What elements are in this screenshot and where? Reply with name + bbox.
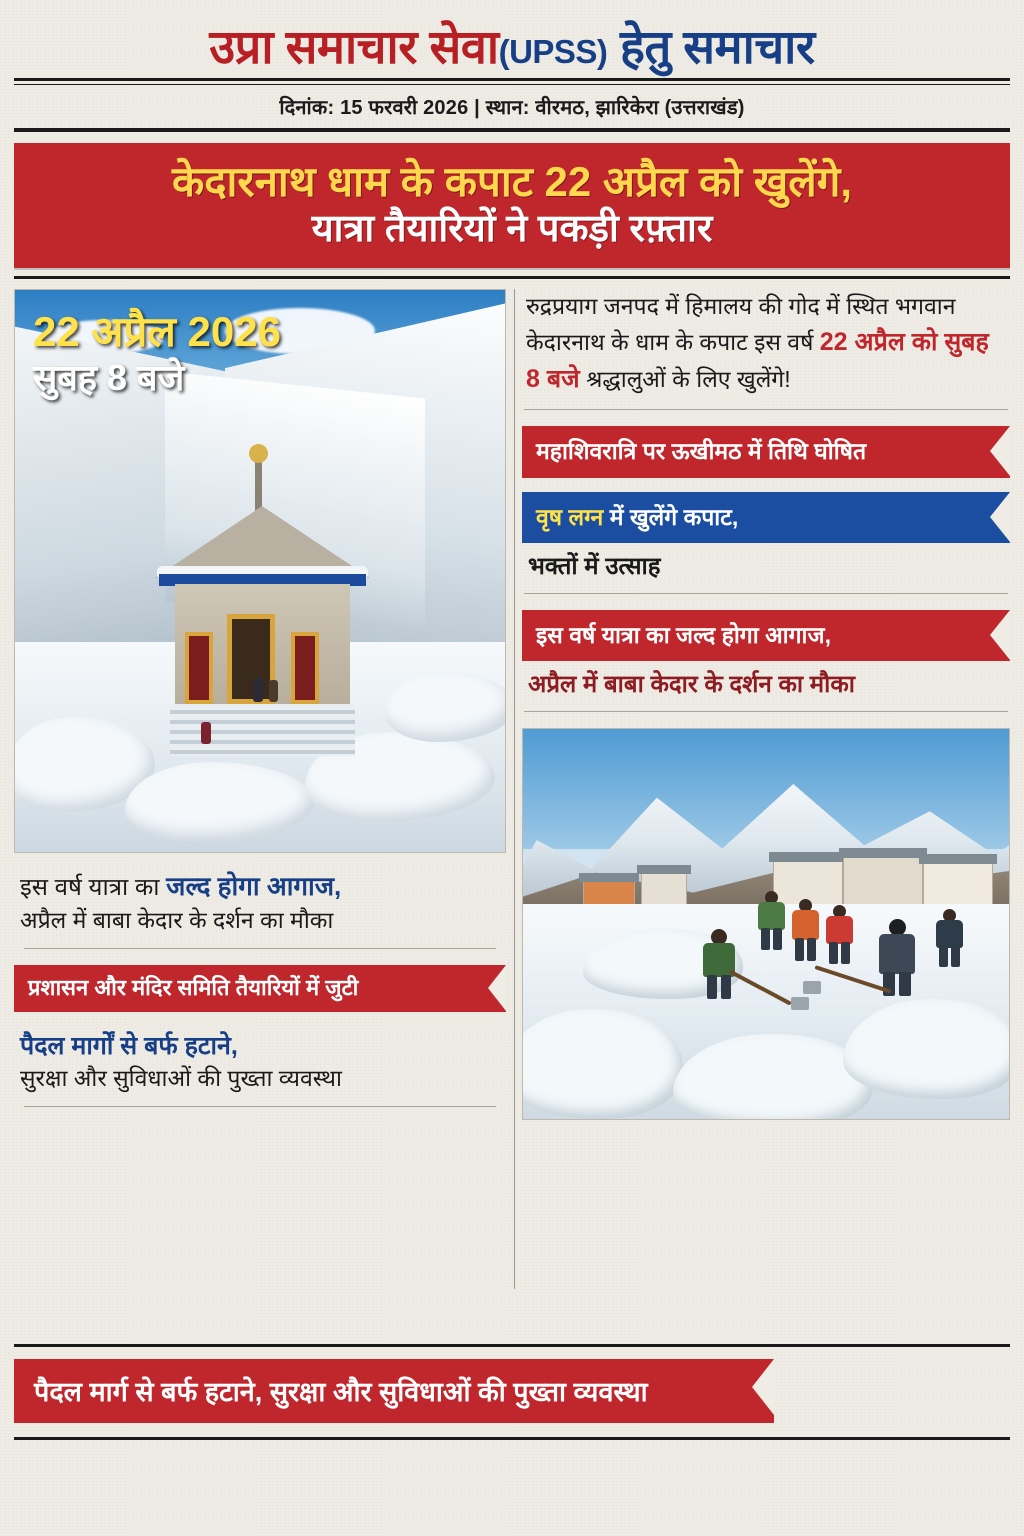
article-divider bbox=[524, 409, 1008, 410]
worker-leg bbox=[773, 928, 782, 950]
left-lead-line1-plain: इस वर्ष यात्रा का bbox=[20, 874, 160, 902]
pilgrim-figure bbox=[269, 680, 278, 702]
temple-main-door bbox=[227, 614, 275, 704]
band-vrish-lagna-sub: भक्तों में उत्साह bbox=[528, 553, 661, 581]
worker-leg bbox=[807, 938, 816, 961]
worker-leg bbox=[721, 975, 731, 999]
yatra-aagaz-divider bbox=[524, 711, 1008, 712]
building-roof bbox=[579, 873, 639, 882]
article-highlight: 22 अप्रैल को सुबह 8 बजे bbox=[526, 327, 989, 394]
worker-leg bbox=[707, 975, 717, 999]
band-vrish-lagna bbox=[522, 492, 1010, 544]
footer-area bbox=[14, 1344, 1010, 1440]
photo-overlay-text bbox=[33, 308, 281, 398]
headline-line1: केदारनाथ धाम के कपाट 22 अप्रैल को खुलेंगे, bbox=[171, 158, 853, 206]
yatra-aagaz-block bbox=[522, 610, 1010, 712]
worker-leg bbox=[829, 942, 838, 964]
masthead bbox=[14, 12, 1010, 134]
vrish-lagna-divider bbox=[524, 593, 1008, 594]
building-roof bbox=[839, 848, 927, 858]
building-roof bbox=[919, 854, 997, 864]
band-yatra-aagaz: इस वर्ष यात्रा का जल्द होगा आगाज, bbox=[522, 610, 1010, 662]
dateline: दिनांक: 15 फरवरी 2026 | स्थान: वीरमठ, झारिकेरा (उत्तराखंड) bbox=[279, 97, 745, 120]
worker-leg bbox=[841, 942, 850, 964]
worker-leg bbox=[939, 946, 948, 967]
lead-article bbox=[522, 289, 1010, 399]
worker-body bbox=[826, 916, 853, 944]
overlay-time: सुबह 8 बजे bbox=[33, 356, 185, 398]
article-text-after: श्रद्धालुओं के लिए खुलेंगे! bbox=[586, 366, 791, 393]
snow-mound bbox=[385, 672, 506, 742]
left-column bbox=[14, 289, 506, 1289]
footer-band: पैदल मार्ग से बर्फ हटाने, सुरक्षा और सुविधाओं की पुख्ता व्यवस्था bbox=[14, 1359, 774, 1423]
band-prashasan: प्रशासन और मंदिर समिति तैयारियों में जुटी bbox=[14, 965, 506, 1012]
building-roof bbox=[637, 865, 691, 874]
worker-body bbox=[879, 934, 915, 974]
temple-side-door-left bbox=[185, 632, 213, 704]
masthead-rule-bottom bbox=[14, 128, 1010, 132]
left-lead-line1-bold: जल्द होगा आगाज, bbox=[166, 871, 342, 902]
worker-figure bbox=[789, 899, 823, 961]
vrish-lagna-block bbox=[522, 492, 1010, 594]
pilgrim-figure bbox=[253, 678, 263, 702]
temple-spire bbox=[255, 454, 262, 512]
masthead-title bbox=[14, 22, 1010, 71]
left-lead-text bbox=[14, 869, 506, 948]
worker-figure bbox=[755, 891, 789, 951]
temple-finial bbox=[249, 444, 268, 463]
building-roof bbox=[769, 852, 847, 862]
left-lead-line1 bbox=[20, 869, 500, 904]
left-subhead-line2: सुरक्षा और सुविधाओं की पुख्ता व्यवस्था bbox=[20, 1064, 342, 1091]
worker-leg bbox=[761, 928, 770, 950]
worker-figure bbox=[823, 905, 857, 965]
worker-body bbox=[792, 910, 819, 940]
kedarnath-temple-photo bbox=[14, 289, 506, 853]
worker-figure bbox=[875, 919, 919, 995]
worker-body bbox=[758, 902, 785, 930]
right-column bbox=[522, 289, 1010, 1289]
shovel-blade bbox=[791, 997, 809, 1010]
footer-rule-top bbox=[14, 1344, 1010, 1347]
left-subhead bbox=[14, 1030, 506, 1107]
worker-figure bbox=[699, 929, 739, 999]
masthead-title-part2: हेतु समाचार bbox=[619, 20, 815, 73]
overlay-date: 22 अप्रैल 2026 bbox=[33, 308, 281, 356]
band-vrish-lagna-rest: में खुलेंगे कपाट, bbox=[609, 503, 739, 530]
band-yatra-aagaz-sub: अप्रैल में बाबा केदार के दर्शन का मौका bbox=[528, 671, 856, 699]
shovel-blade bbox=[803, 981, 821, 994]
temple-structure bbox=[155, 454, 370, 704]
worker-leg bbox=[899, 972, 911, 996]
temple-side-door-right bbox=[291, 632, 319, 704]
masthead-title-upss: (UPSS) bbox=[498, 33, 608, 70]
left-lead-line2: अप्रैल में बाबा केदार के दर्शन का मौका bbox=[20, 906, 334, 933]
worker-figure bbox=[933, 909, 967, 967]
pilgrim-figure bbox=[201, 722, 211, 744]
column-divider bbox=[506, 289, 522, 1289]
left-subhead-divider bbox=[24, 1106, 496, 1107]
left-lead-divider bbox=[24, 948, 496, 949]
left-subhead-line1: पैदल मार्गों से बर्फ हटाने, bbox=[20, 1032, 238, 1061]
headline-line2: यात्रा तैयारियों ने पकड़ी रफ़्तार bbox=[311, 207, 713, 250]
article-text-before: रुद्रप्रयाग जनपद में हिमालय की गोद में स्थित भगवान केदारनाथ के धाम के कपाट इस वर्ष bbox=[526, 293, 956, 355]
worker-body bbox=[936, 920, 963, 948]
headline-banner bbox=[14, 143, 1010, 268]
column-divider-line bbox=[514, 289, 515, 1289]
headline-underline bbox=[14, 276, 1010, 279]
band-mahashivratri: महाशिवरात्रि पर ऊखीमठ में तिथि घोषित bbox=[522, 426, 1010, 478]
masthead-title-part1: उप्रा समाचार सेवा bbox=[209, 20, 499, 73]
footer-rule-bottom bbox=[14, 1437, 1010, 1440]
temple-steps bbox=[170, 704, 355, 756]
snow-clearing-photo bbox=[522, 728, 1010, 1120]
worker-leg bbox=[795, 938, 804, 961]
content-area bbox=[14, 289, 1010, 1289]
band-vrish-lagna-highlight: वृष लग्न bbox=[536, 503, 604, 530]
masthead-rule-top bbox=[14, 78, 1010, 85]
worker-leg bbox=[951, 946, 960, 967]
